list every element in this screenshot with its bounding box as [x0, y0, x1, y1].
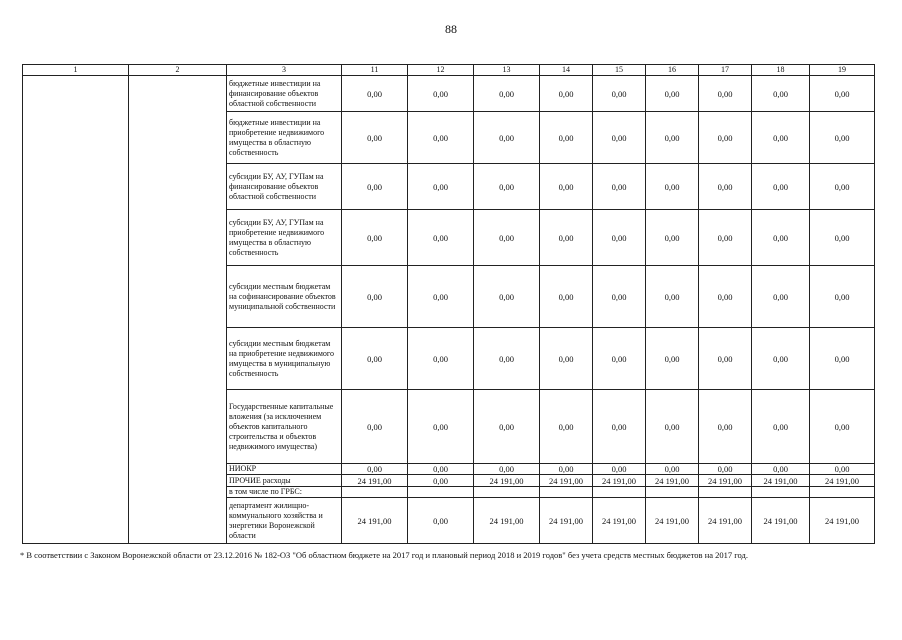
value-cell: 0,00	[408, 112, 474, 164]
value-cell: 0,00	[646, 390, 699, 464]
value-cell: 0,00	[540, 266, 593, 328]
value-cell: 0,00	[810, 390, 875, 464]
column-header-9: 16	[646, 65, 699, 76]
value-cell: 0,00	[752, 210, 810, 266]
value-cell: 0,00	[342, 76, 408, 112]
value-cell: 0,00	[593, 464, 646, 475]
value-cell: 0,00	[342, 464, 408, 475]
row-label: бюджетные инвестиции на финансирование объектов областной собственности	[227, 76, 342, 112]
row-label: субсидии БУ, АУ, ГУПам на приобретение недвижимого имущества в областную собственность	[227, 210, 342, 266]
value-cell: 24 191,00	[474, 498, 540, 544]
value-cell: 0,00	[752, 464, 810, 475]
value-cell: 0,00	[408, 498, 474, 544]
value-cell: 0,00	[699, 210, 752, 266]
value-cell: 0,00	[342, 328, 408, 390]
column-header-7: 14	[540, 65, 593, 76]
column-header-6: 13	[474, 65, 540, 76]
value-cell: 0,00	[699, 328, 752, 390]
value-cell: 0,00	[408, 464, 474, 475]
value-cell: 0,00	[646, 76, 699, 112]
value-cell: 0,00	[810, 164, 875, 210]
value-cell: 0,00	[752, 76, 810, 112]
value-cell: 0,00	[540, 210, 593, 266]
value-cell: 0,00	[752, 164, 810, 210]
column-header-3: 3	[227, 65, 342, 76]
value-cell: 0,00	[474, 164, 540, 210]
page-number: 88	[445, 22, 457, 36]
value-cell: 0,00	[593, 164, 646, 210]
row-label: НИОКР	[227, 464, 342, 475]
row-label: в том числе по ГРБС:	[227, 487, 342, 498]
value-cell: 0,00	[540, 164, 593, 210]
value-cell: 0,00	[699, 464, 752, 475]
value-cell: 0,00	[342, 164, 408, 210]
value-cell: 0,00	[593, 328, 646, 390]
empty-cell-col2	[129, 76, 227, 544]
value-cell	[408, 487, 474, 498]
value-cell: 0,00	[810, 464, 875, 475]
column-header-2: 2	[129, 65, 227, 76]
value-cell: 0,00	[540, 464, 593, 475]
value-cell: 0,00	[342, 112, 408, 164]
value-cell: 0,00	[699, 390, 752, 464]
value-cell: 0,00	[342, 266, 408, 328]
value-cell: 0,00	[540, 390, 593, 464]
value-cell: 0,00	[646, 266, 699, 328]
value-cell: 24 191,00	[593, 475, 646, 487]
column-header-1: 1	[23, 65, 129, 76]
budget-table	[22, 64, 875, 544]
value-cell: 24 191,00	[540, 498, 593, 544]
value-cell: 24 191,00	[342, 475, 408, 487]
value-cell: 0,00	[474, 464, 540, 475]
column-header-10: 17	[699, 65, 752, 76]
value-cell: 0,00	[408, 210, 474, 266]
value-cell: 0,00	[752, 266, 810, 328]
column-header-4: 11	[342, 65, 408, 76]
value-cell: 0,00	[474, 390, 540, 464]
value-cell: 0,00	[699, 164, 752, 210]
value-cell: 0,00	[646, 112, 699, 164]
footnote: * В соответствии с Законом Воронежской области от 23.12.2016 № 182-ОЗ "Об областном бюджете на 2017 год и плановый период 2018 и 2019 годов" без учета средств местных бюджетов на 2017 год.	[20, 550, 748, 560]
row-label: бюджетные инвестиции на приобретение недвижимого имущества в областную собственность	[227, 112, 342, 164]
value-cell: 0,00	[593, 210, 646, 266]
value-cell: 24 191,00	[752, 475, 810, 487]
value-cell	[593, 487, 646, 498]
row-label: Государственные капитальные вложения (за исключением объектов капитального строительства и объектов недвижимого имущества)	[227, 390, 342, 464]
value-cell	[474, 487, 540, 498]
row-label: субсидии местным бюджетам на приобретение недвижимого имущества в муниципальную собственность	[227, 328, 342, 390]
value-cell: 24 191,00	[810, 498, 875, 544]
value-cell: 0,00	[474, 112, 540, 164]
value-cell: 0,00	[646, 164, 699, 210]
value-cell: 0,00	[408, 266, 474, 328]
row-label: субсидии БУ, АУ, ГУПам на финансирование объектов областной собственности	[227, 164, 342, 210]
column-header-8: 15	[593, 65, 646, 76]
value-cell: 0,00	[593, 76, 646, 112]
value-cell: 24 191,00	[646, 498, 699, 544]
value-cell: 0,00	[408, 475, 474, 487]
value-cell: 0,00	[752, 390, 810, 464]
value-cell: 24 191,00	[752, 498, 810, 544]
value-cell: 0,00	[474, 76, 540, 112]
row-label: департамент жилищно-коммунального хозяйства и энергетики Воронежской области	[227, 498, 342, 544]
value-cell: 0,00	[540, 76, 593, 112]
value-cell: 0,00	[810, 112, 875, 164]
row-label: ПРОЧИЕ расходы	[227, 475, 342, 487]
empty-cell-col1	[23, 76, 129, 544]
value-cell: 0,00	[646, 210, 699, 266]
value-cell: 24 191,00	[593, 498, 646, 544]
value-cell: 0,00	[810, 210, 875, 266]
value-cell: 0,00	[810, 328, 875, 390]
value-cell	[342, 487, 408, 498]
row-label: субсидии местным бюджетам на софинансирование объектов муниципальной собственности	[227, 266, 342, 328]
column-header-12: 19	[810, 65, 875, 76]
value-cell	[699, 487, 752, 498]
value-cell	[752, 487, 810, 498]
value-cell: 24 191,00	[810, 475, 875, 487]
value-cell: 24 191,00	[699, 498, 752, 544]
value-cell: 0,00	[474, 210, 540, 266]
value-cell: 24 191,00	[342, 498, 408, 544]
value-cell: 0,00	[752, 112, 810, 164]
value-cell: 0,00	[408, 390, 474, 464]
value-cell: 24 191,00	[474, 475, 540, 487]
value-cell: 0,00	[593, 112, 646, 164]
value-cell: 0,00	[699, 76, 752, 112]
value-cell: 0,00	[593, 266, 646, 328]
value-cell: 0,00	[810, 76, 875, 112]
value-cell: 0,00	[342, 390, 408, 464]
table-row	[23, 76, 875, 112]
value-cell: 0,00	[540, 112, 593, 164]
value-cell: 24 191,00	[646, 475, 699, 487]
value-cell: 0,00	[699, 266, 752, 328]
value-cell: 0,00	[752, 328, 810, 390]
value-cell: 0,00	[810, 266, 875, 328]
value-cell: 0,00	[408, 164, 474, 210]
value-cell	[646, 487, 699, 498]
value-cell: 0,00	[699, 112, 752, 164]
header-row	[23, 65, 875, 76]
value-cell: 0,00	[646, 328, 699, 390]
value-cell	[810, 487, 875, 498]
value-cell	[540, 487, 593, 498]
value-cell: 24 191,00	[699, 475, 752, 487]
value-cell: 0,00	[474, 266, 540, 328]
value-cell: 0,00	[540, 328, 593, 390]
value-cell: 24 191,00	[540, 475, 593, 487]
value-cell: 0,00	[408, 76, 474, 112]
value-cell: 0,00	[408, 328, 474, 390]
value-cell: 0,00	[646, 464, 699, 475]
value-cell: 0,00	[593, 390, 646, 464]
value-cell: 0,00	[342, 210, 408, 266]
column-header-5: 12	[408, 65, 474, 76]
column-header-11: 18	[752, 65, 810, 76]
value-cell: 0,00	[474, 328, 540, 390]
